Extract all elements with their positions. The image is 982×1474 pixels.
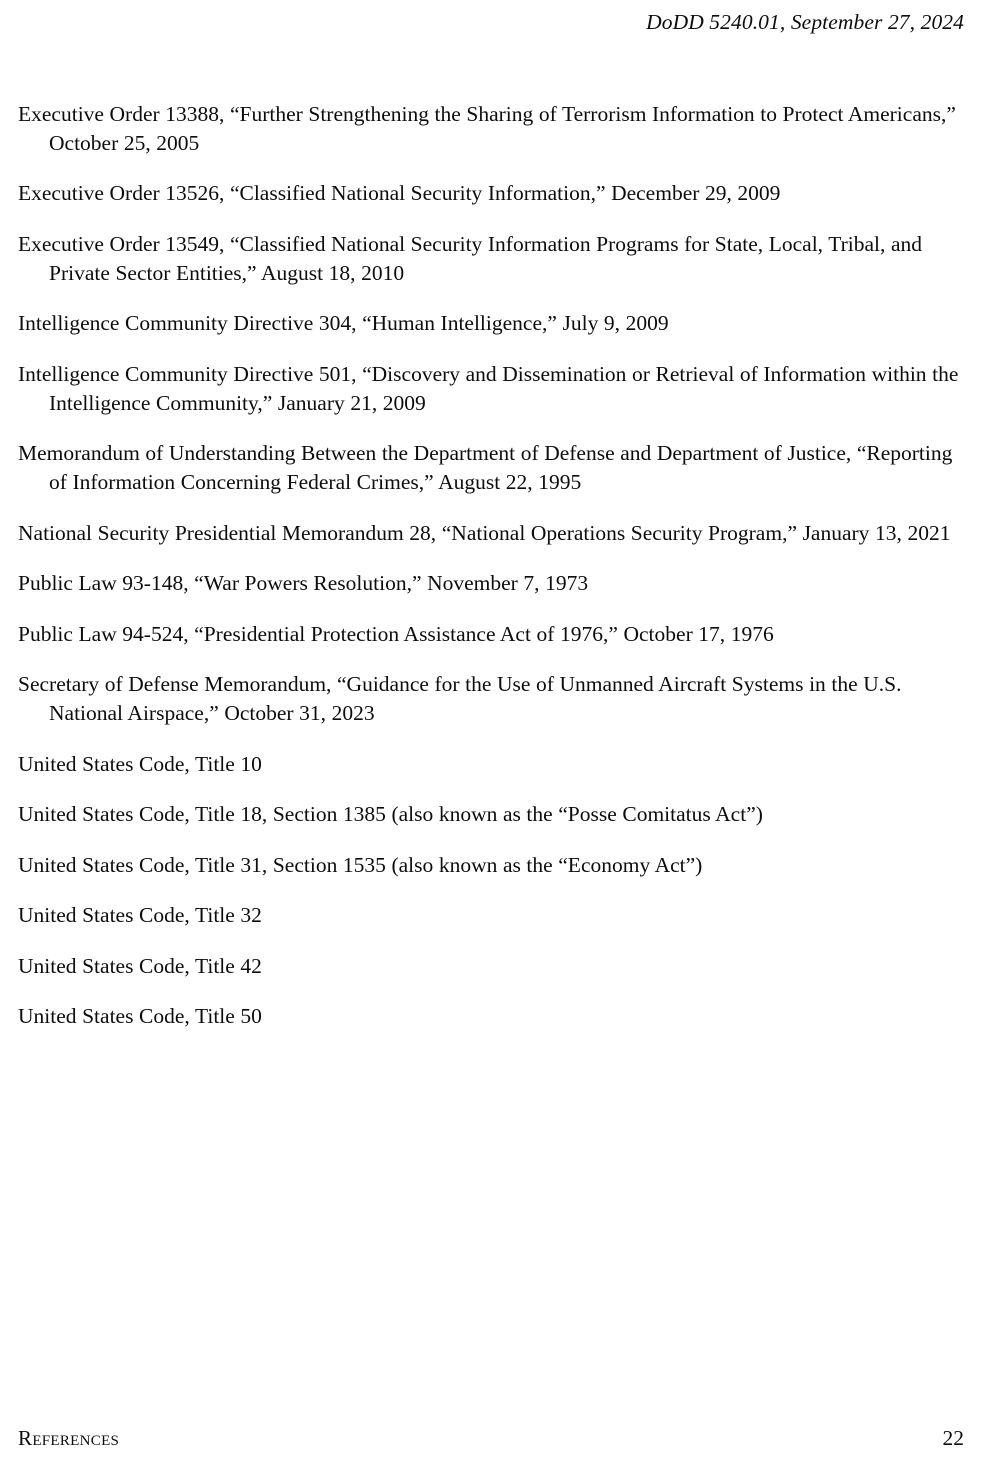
reference-entry: United States Code, Title 10 [18,751,262,776]
reference-entry: United States Code, Title 31, Section 1535 (also known as the “Economy Act”) [18,852,703,877]
page-number: 22 [942,1426,964,1450]
reference-entry: Executive Order 13549, “Classified National Security Information Programs for State, Local, Tribal, and Private Sector Entities,” August 18, 2010 [18,231,922,285]
reference-entry: United States Code, Title 32 [18,903,262,927]
reference-entry: Secretary of Defense Memorandum, “Guidance for the Use of Unmanned Aircraft Systems in the U.S. National Airspace,” October 31, 2023 [18,672,902,725]
reference-entry: Public Law 94-524, “Presidential Protection Assistance Act of 1976,” October 17, 1976 [18,621,774,646]
reference-entry: Executive Order 13388, “Further Strengthening the Sharing of Terrorism Information to Protect Americans,” October 25, 2005 [18,101,956,155]
reference-entry: Public Law 93-148, “War Powers Resolution,” November 7, 1973 [18,571,589,595]
reference-entry: Memorandum of Understanding Between the Department of Defense and Department of Justice, “Reporting of Information Concerning Federal Crimes,” August 22, 1995 [18,441,953,494]
reference-entry: United States Code, Title 50 [18,1004,262,1028]
reference-entry: United States Code, Title 42 [18,953,262,978]
reference-list [18,78,966,1031]
reference-entry: United States Code, Title 18, Section 1385 (also known as the “Posse Comitatus Act”) [18,802,763,826]
reference-entry: Executive Order 13526, “Classified National Security Information,” December 29, 2009 [18,181,781,205]
footer-section-label: References [18,1426,120,1450]
reference-entry: Intelligence Community Directive 304, “Human Intelligence,” July 9, 2009 [18,311,669,335]
running-header: DoDD 5240.01, September 27, 2024 [646,10,964,34]
reference-entry: Intelligence Community Directive 501, “Discovery and Dissemination or Retrieval of Information within the Intelligence Community,” January 21, 2009 [18,361,959,415]
reference-entry: National Security Presidential Memorandum 28, “National Operations Security Program,” January 13, 2021 [18,520,951,545]
page-footer [18,1426,964,1456]
